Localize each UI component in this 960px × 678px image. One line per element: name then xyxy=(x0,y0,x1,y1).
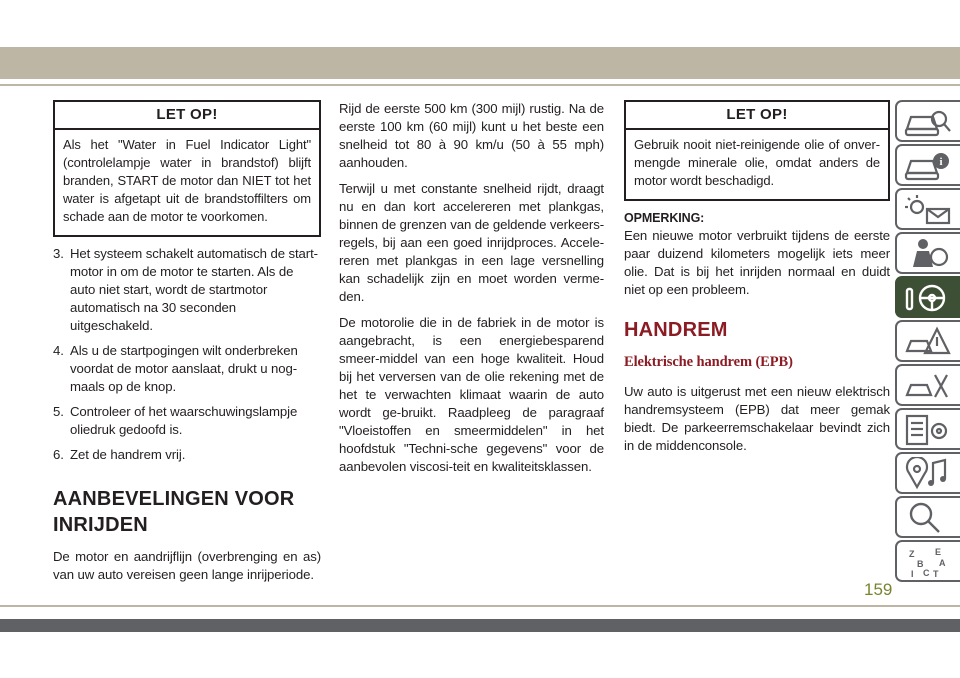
tab-warning-lights[interactable] xyxy=(895,188,960,230)
multimedia-icon xyxy=(903,457,953,491)
technical-specs-icon xyxy=(903,413,953,447)
emergency-triangle-icon xyxy=(903,325,953,359)
warning-title: LET OP! xyxy=(55,102,319,130)
paragraph: De motorolie die in de fabriek in de motor is aangebracht, is een energiebesparend smeer-middel van een hoge kwaliteit. Houd bij het verversen van de olie rekening met de het te verwachten klimaat waarin de auto wordt ge-bruikt. Raadpleeg de paragraaf "Vloeistoffen en smeermiddelen" in het hoofdstuk "Techni-sche gegevens" voor de aanbevolen viscosi-teit en kwaliteitsklassen. xyxy=(339,315,604,474)
tab-safety[interactable] xyxy=(895,232,960,274)
svg-text:I: I xyxy=(911,569,914,579)
paragraph: Rijd de eerste 500 km (300 mijl) rustig. Na de eerste 100 km (60 mijl) kunt u het beste een snelheid tot 80 à 90 km/u (50 à 55 mph) aanhouden. xyxy=(339,101,604,170)
warning-box xyxy=(624,100,890,201)
search-icon xyxy=(903,501,953,535)
paragraph: De motor en aandrijflijn (overbrenging en as) van uw auto vereisen geen lange inrijperiode. xyxy=(53,549,321,582)
svg-text:T: T xyxy=(933,569,939,579)
list-number: 5. xyxy=(53,404,64,419)
note-label: OPMERKING: xyxy=(624,211,705,225)
tab-search[interactable] xyxy=(895,496,960,538)
warning-text: Gebruik nooit niet-reinigende olie of onver-mengde minerale olie, omdat anders de motor wordt beschadigd. xyxy=(634,137,880,188)
header-band xyxy=(0,47,960,79)
section-heading: AANBEVELINGEN VOOR INRIJDEN xyxy=(53,488,295,536)
footer-band xyxy=(0,619,960,632)
list-text: Het systeem schakelt automatisch de start-motor in om de motor te starten. Als de auto niet start, wordt de startmotor automatisch na 30 seconden uitgeschakeld. xyxy=(70,246,318,333)
section-heading: HANDREM xyxy=(624,319,728,341)
tab-car-info[interactable] xyxy=(895,144,960,186)
list-text: Controleer of het waarschuwingslampje oliedruk gedoofd is. xyxy=(70,404,298,437)
svg-text:B: B xyxy=(917,559,924,569)
list-item xyxy=(53,245,321,335)
warning-title: LET OP! xyxy=(626,102,888,130)
list-text: Zet de handrem vrij. xyxy=(70,447,186,462)
svg-text:i: i xyxy=(939,156,943,168)
list-text: Als u de startpogingen wilt onderbreken voordat de motor aanslaat, drukt u nog-maals op de knop. xyxy=(70,343,298,394)
car-search-icon xyxy=(903,105,953,139)
tab-starting-driving[interactable] xyxy=(895,276,960,318)
column-right xyxy=(624,100,890,463)
note-text: Een nieuwe motor verbruikt tijdens de eerste paar duizend kilometers mogelijk iets meer olie. Dat is bij het inrijden normaal en duidt niet op een probleem. xyxy=(624,228,890,297)
list-number: 3. xyxy=(53,246,64,261)
car-service-tools-icon xyxy=(903,369,953,403)
paragraph: Uw auto is uitgerust met een nieuw elektrisch handremsysteem (EPB) dat meer gemak biedt. De parkeerremschakelaar bevindt zich in de middenconsole. xyxy=(624,384,890,453)
column-middle xyxy=(339,100,604,484)
header-rule xyxy=(0,84,960,86)
footer-rule xyxy=(0,605,960,607)
starting-driving-icon xyxy=(903,281,953,315)
list-number: 6. xyxy=(53,447,64,462)
paragraph: Terwijl u met constante snelheid rijdt, draagt nu en dan kort accelereren met plankgas, binnen de grenzen van de geldende verkeers-regels, bij aan een goed inrijdproces. Accele-reren met plankgas in een lage versnelling kan schadelijk zijn en moet worden verme-den. xyxy=(339,181,604,304)
svg-text:A: A xyxy=(939,558,946,568)
column-left xyxy=(53,100,321,592)
list-number: 4. xyxy=(53,343,64,358)
tab-emergency[interactable] xyxy=(895,320,960,362)
subsection-heading: Elektrische handrem (EPB) xyxy=(624,354,793,370)
tab-technical[interactable] xyxy=(895,408,960,450)
list-item xyxy=(53,446,321,464)
index-alphabet-icon xyxy=(903,545,953,579)
svg-text:E: E xyxy=(935,547,942,557)
svg-text:C: C xyxy=(923,568,930,578)
airbag-safety-icon xyxy=(903,237,953,271)
warning-box xyxy=(53,100,321,237)
tab-index[interactable] xyxy=(895,540,960,582)
tab-service[interactable] xyxy=(895,364,960,406)
tab-car-search[interactable] xyxy=(895,100,960,142)
warning-lights-message-icon xyxy=(903,193,953,227)
page-number: 159 xyxy=(864,580,893,599)
tab-multimedia[interactable] xyxy=(895,452,960,494)
car-info-icon xyxy=(903,149,953,183)
warning-text: Als het "Water in Fuel Indicator Light" (controlelampje water in brandstof) blijft branden, START de motor dan NIET tot het water is afgetapt uit de brandstoffilters om schade aan de motor te voorkomen. xyxy=(63,137,311,224)
list-item xyxy=(53,403,321,439)
svg-text:Z: Z xyxy=(909,549,915,559)
list-item xyxy=(53,342,321,396)
